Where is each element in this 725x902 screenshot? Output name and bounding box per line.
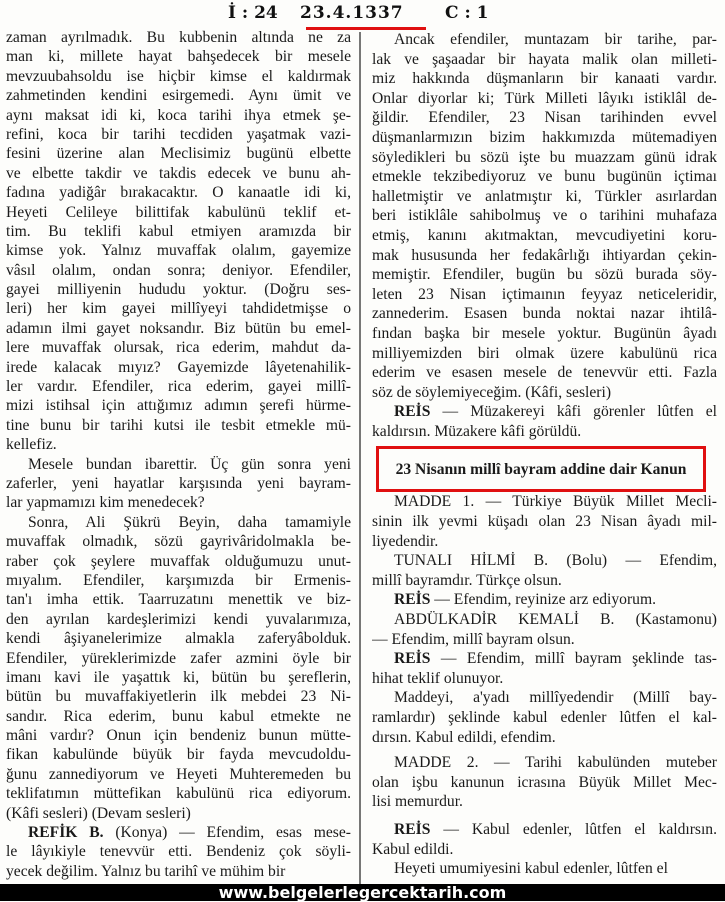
session-date: 23.4.1337	[300, 3, 404, 23]
text-line: ABDÜLKADİR KEMALİ B. (Kastamonu)	[394, 611, 717, 629]
text-line: kimse yok. Yalnız muvaffak olalım, gayemize	[6, 242, 351, 260]
paragraph	[372, 820, 717, 859]
text-line: millî bayramdır. Türkçe olsun.	[372, 571, 562, 589]
text-line: REİS — Efendim, millî bayram şeklinde tas-	[394, 650, 717, 668]
watermark-bar	[0, 884, 725, 901]
paragraph	[372, 753, 717, 812]
text-line: fesini üzerine alan Meclisimiz bugünü elbette	[6, 145, 351, 163]
text-line: miz hakkında düşmanların bir kanaati vardır.	[372, 70, 717, 88]
text-line: MADDE 1. — Türkiye Büyük Millet Mecli-	[394, 493, 717, 511]
text-line: kaldırsın. Müzakere kâfi görüldü.	[372, 422, 582, 440]
text-line: zaman ayrılmadık. Bu kubbenin altında ne za	[6, 29, 351, 46]
text-line: MADDE 2. — Tarihi kabulünden muteber	[394, 754, 717, 772]
text-line: teklifatımın müttefikan kabulünü rica ediyorum.	[6, 785, 351, 803]
text-line: lar yapmamızı kim menedecek?	[6, 494, 205, 512]
text-line: REİS — Kabul edenler, lûtfen el kaldırsın.	[394, 820, 717, 838]
text-line: söyledikleri bu sözü işte bu muazzam günü idrak	[372, 148, 717, 166]
text-line: zaferler, yeni hayatlar karşısında yeni bayram-	[6, 474, 351, 492]
volume-number: C : 1	[445, 3, 489, 23]
text-line: — Efendim, millî bayram olsun.	[372, 630, 575, 648]
text-line: mıyalım. Efendiler, karşımızda bir Ermenis-	[6, 571, 351, 589]
text-line: sinin ilk yevmi küşadı olan 23 Nisan âyadı mil-	[372, 513, 717, 531]
text-line: leri) her kim gayei millîyeyi tahdidetmişse o	[6, 300, 351, 318]
text-line: Ancak efendiler, muntazam bir tarihe, par-	[394, 31, 717, 48]
text-line: den ayrılan kardeşlerimizi kendi yuvalarımıza,	[6, 610, 351, 628]
speaker-name: REİS	[394, 650, 431, 668]
text-line: aynı maksat idi ki, koca tarihi ihya etmek şe-	[6, 106, 351, 124]
text-line: TUNALI HİLMİ B. (Bolu) — Efendim,	[394, 552, 717, 570]
text-line: mizi istihsal için attığımız adımın şerefi hürme-	[6, 397, 351, 415]
text-line: REİS — Müzakereyi kâfi görenler lûtfen el	[394, 403, 717, 421]
text-line: Efendiler, yüreklerimizde zafer azmini öyle bir	[6, 649, 351, 667]
issue-number: İ : 24	[228, 3, 278, 23]
text-line: muvaffak olmadık, sözü gayrivâridolmakla be-	[6, 533, 351, 551]
text-line: ve elbette takdir ve takdis edecek ve bunu ah-	[6, 164, 351, 182]
text-line: REİS — Efendim, reyinize arz ediyorum.	[394, 591, 656, 609]
text-line: le lâyıkiyle tenevvür etti. Bendeniz çok söyli-	[6, 843, 351, 861]
text-line: Heyeti umumiyesini kabul edenler, lûtfen el	[394, 860, 668, 878]
text-line: Sonra, Ali Şükrü Beyin, daha tamamiyle	[28, 513, 351, 531]
text-line: Onlar diyorlar ki; Türk Milleti lâyıkı istiklâl de-	[372, 89, 717, 107]
text-line: man ki, millete hayat bahşedecek bir mesele	[6, 48, 351, 66]
paragraph	[372, 402, 717, 441]
text-line: Maddeyi, a'yadı millîyedendir (Millî bay-	[394, 689, 717, 707]
right-column	[372, 30, 717, 879]
text-line: düşmanlarmızın bizim hakkımızda mütemadiyen	[372, 128, 717, 146]
speaker-name: REİS	[394, 591, 431, 609]
paragraph	[6, 823, 351, 881]
right-column-text-after	[372, 492, 717, 878]
speaker-name: REFİK B.	[28, 824, 104, 842]
text-line: lak ve şaşaadar bir hayata malik olan milleti-	[372, 50, 717, 68]
text-line: gayei milliyenin hududu yoktur. (Doğru ses-	[6, 281, 351, 299]
text-line: Kabul edildi.	[372, 840, 454, 858]
text-line: mak hususunda her fedakârlığı ihtiyardan çekin-	[372, 246, 717, 264]
left-column	[6, 28, 351, 881]
text-line: imanı kavi ile yaşattık ki, bütün bu şereflerin,	[6, 668, 351, 686]
text-line: fından başka bir mesele yoktur. Bugünün âyadı	[372, 324, 717, 342]
text-line: etmekle tekzibediyoruz ve bunu bugünün içtimaı	[372, 168, 717, 186]
text-line: raber çok şeylere muvaffak olduğumuzu unut-	[6, 552, 351, 570]
text-line: irede kalacak mıyız? Gayemizde lâyetenahilik-	[6, 358, 351, 376]
text-line: fikan kabulünde büyük bir fayda mevcudoldu-	[6, 746, 351, 764]
text-line: zannederim. Esasen bunda noktai nazar ihtilâ-	[372, 305, 717, 323]
paragraph	[6, 455, 351, 513]
text-line: zahmetinden kendini esirgemedi. Aynı ümit ve	[6, 87, 351, 105]
text-line: ğildir. Efendiler, 23 Nisan tarihinden evvel	[372, 109, 717, 127]
text-line: yecek değilim. Yalnız bu tarihî ve mühim bir	[6, 862, 286, 880]
paragraph	[372, 859, 717, 879]
text-line: olan işbu kanunun icrasına Büyük Millet Mec-	[372, 773, 717, 791]
text-line: fadına yadiğâr bırakacaktır. O kanaatle idi ki,	[6, 184, 351, 202]
text-line: etmiş, kanını akıtmaktan, mevcudiyetini koru-	[372, 226, 717, 244]
text-line: ramlardır) şeklinde kabul edenler lûtfen el kal-	[372, 709, 717, 726]
text-line: REFİK B. (Konya) — Efendim, esas mese-	[28, 824, 351, 842]
text-line: lere muvaffak olursak, rica ederim, mahdut da-	[6, 339, 351, 357]
text-line: tine bunu bir tarihi kutsi ile tesbit etmekle mü-	[6, 416, 351, 434]
text-line: milliyemizden biri olmak üzere kabulünü rica	[372, 344, 717, 362]
text-line: vâsıl olalım, ondan sonra; deniyor. Efendiler,	[6, 261, 351, 279]
text-line: ederim ve esasen mesele de tenevvür etti. Fazla	[372, 364, 717, 382]
text-line: refini, koca bir tarihi tecdiden yaşatmak vazi-	[6, 125, 351, 143]
paragraph	[372, 688, 717, 747]
paragraph	[6, 513, 351, 823]
text-line: sandır. Rica ederim, bunu kabul etmekte ne	[6, 707, 351, 725]
text-line: mevzuubahsoldu ise hiçbir kimse el kaldırmak	[6, 67, 351, 85]
paragraph	[372, 492, 717, 551]
paragraph	[372, 30, 717, 402]
text-line: tim. Bu teklifi kabul etmiyen aramızda bir	[6, 222, 351, 240]
right-column-text-before	[372, 30, 717, 441]
text-line: (Kâfi sesleri) (Devam sesleri)	[6, 804, 191, 822]
speaker-name: REİS	[394, 820, 431, 838]
text-line: lisi memurdur.	[372, 793, 463, 811]
text-line: Mesele bundan ibarettir. Üç gün sonra yeni	[28, 455, 351, 473]
text-line: halletmiştir ve anlatmıştır ki, Türkler asırlardan	[372, 187, 717, 205]
text-line: ler vardır. Efendiler, rica ederim, gayei millî-	[6, 378, 351, 396]
text-line: leten 23 Nisan içtimaının feyyaz neticeleridir,	[372, 285, 717, 303]
text-line: söz de söylemiyeceğim. (Kâfi, sesleri)	[372, 383, 612, 401]
text-line: kellefiz.	[6, 436, 57, 454]
text-line: memiştir. Efendiler, bugün bu sözü burada söy-	[372, 266, 717, 284]
text-line: mâni vardır? Onun için bendeniz bunun mütte-	[6, 727, 351, 745]
text-line: dırsın. Kabul edildi, efendim.	[372, 728, 556, 746]
paragraph	[372, 590, 717, 610]
paragraph	[6, 28, 351, 455]
paragraph	[372, 649, 717, 688]
text-line: beri istiklâle sahibolmuş ve o tarihini muhafaza	[372, 207, 717, 225]
text-line: hihat teklif olunuyor.	[372, 669, 504, 687]
paragraph	[372, 551, 717, 590]
paragraph	[372, 610, 717, 649]
text-line: ğunu zannediyorum ve Heyeti Muhteremeden bu	[6, 765, 351, 783]
text-line: bütün bu muvaffakiyetlerin ilk mebdei 23 Ni-	[6, 688, 351, 706]
text-line: liyedendir.	[372, 532, 439, 550]
text-line: adamın ilmi gayet noksandır. Biz bütün bu emel-	[6, 319, 351, 337]
law-heading: 23 Nisanın millî bayram addine dair Kanun	[395, 460, 687, 478]
law-heading-highlight-box	[376, 446, 706, 492]
speaker-name: REİS	[394, 403, 431, 421]
text-line: Heyeti Celileye bilittifak kabulünü teklif et-	[6, 203, 351, 221]
column-divider	[359, 32, 361, 884]
text-line: tan'ı imha ettik. Taarruzatını menettik ve biz-	[6, 591, 351, 609]
text-line: kendi âşiyanelerimize almakla zaferyâbolduk.	[6, 630, 351, 648]
watermark-text: www.belgelerlegercektarih.com	[218, 883, 507, 902]
